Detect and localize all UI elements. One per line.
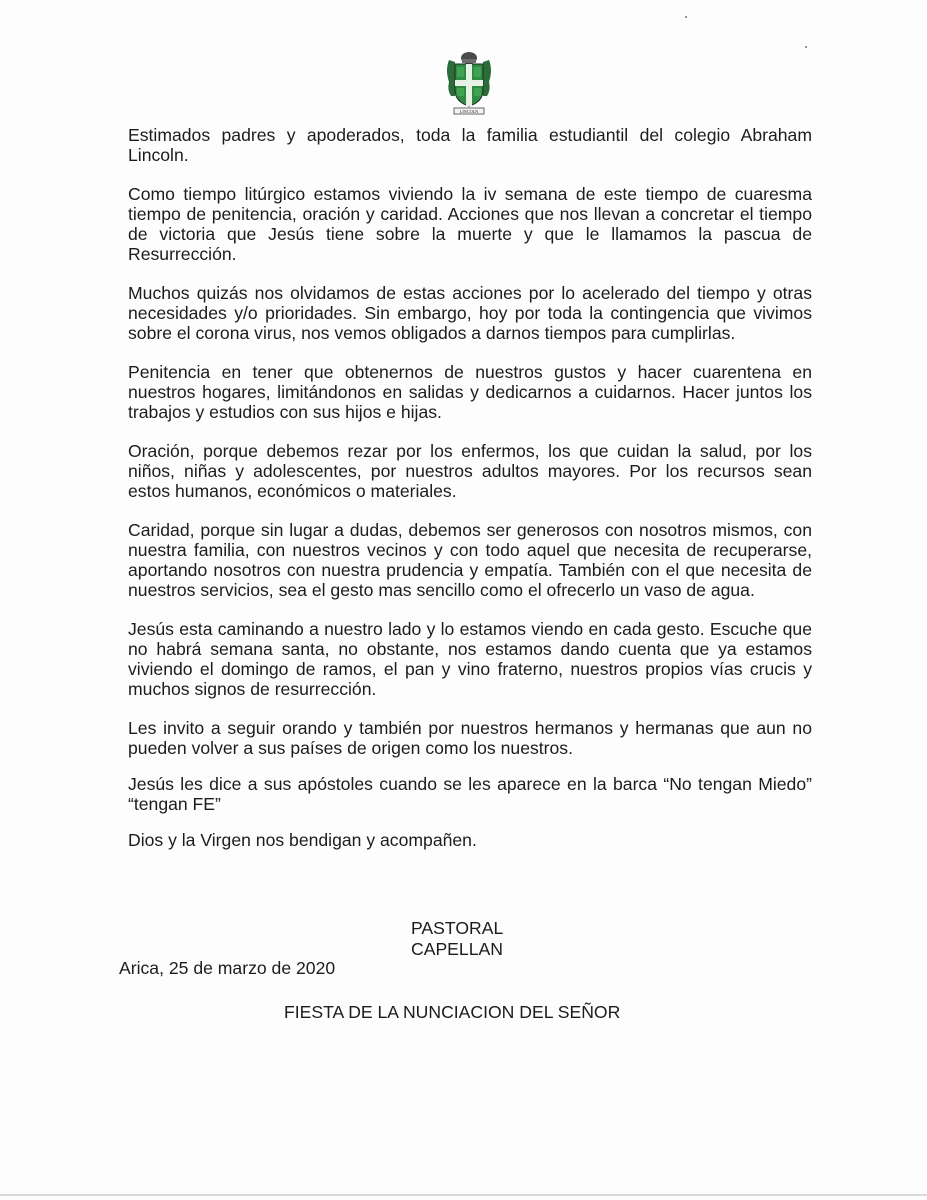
- signature-block: [411, 918, 503, 960]
- paragraph-prayer: Oración, porque debemos rezar por los enfermos, los que cuidan la salud, por los niños, niñas y adolescentes, por nuestros adultos mayores. Por los recursos sean estos humanos, económicos o materiales.: [128, 441, 812, 501]
- signature-line-pastoral: PASTORAL: [411, 918, 504, 938]
- paragraph-greeting: Estimados padres y apoderados, toda la familia estudiantil del colegio Abraham Lincoln.: [128, 125, 812, 165]
- paragraph-penitence: Penitencia en tener que obtenernos de nuestros gustos y hacer cuarentena en nuestros hogares, limitándonos en salidas y dedicarnos a cuidarnos. Hacer juntos los trabajos y estudios con sus hijos e hijas.: [128, 362, 812, 422]
- letter-body: [128, 125, 812, 869]
- paragraph-charity: Caridad, porque sin lugar a dudas, debemos ser generosos con nosotros mismos, con nuestra familia, con nuestros vecinos y con todo aquel que necesita de recuperarse, aportando nosotros con nuestra prudencia y empatía. También con el que necesita de nuestros servicios, sea el gesto mas sencillo como el ofrecerlo un vaso de agua.: [128, 520, 812, 600]
- scan-edge: [0, 1194, 927, 1196]
- scan-speck: [685, 16, 687, 18]
- paragraph-liturgical-time: Como tiempo litúrgico estamos viviendo la iv semana de este tiempo de cuaresma tiempo de penitencia, oración y caridad. Acciones que nos llevan a concretar el tiempo de victoria que Jesús tiene sobre la muerte y que le llamamos la pascua de Resurrección.: [128, 184, 812, 264]
- paragraph-blessing: Dios y la Virgen nos bendigan y acompañen.: [128, 830, 477, 850]
- crest-caption: LINCOLN: [459, 108, 479, 114]
- signature-line-capellan: CAPELLAN: [411, 939, 503, 959]
- paragraph-apostles: Jesús les dice a sus apóstoles cuando se les aparece en la barca “No tengan Miedo” “tengan FE”: [128, 774, 812, 814]
- letter-date: Arica, 25 de marzo de 2020: [119, 958, 336, 978]
- paragraph-jesus-walking: Jesús esta caminando a nuestro lado y lo estamos viendo en cada gesto. Escuche que no habrá semana santa, no obstante, nos estamos dando cuenta que ya estamos viviendo el domingo de ramos, el pan y vino fraterno, nuestros propios vías crucis y muchos signos de resurrección.: [128, 619, 812, 699]
- school-crest-icon: [445, 50, 493, 116]
- feast-title: FIESTA DE LA NUNCIACION DEL SEÑOR: [284, 1002, 621, 1022]
- paragraph-forgetting: Muchos quizás nos olvidamos de estas acciones por lo acelerado del tiempo y otras necesidades y/o prioridades. Sin embargo, hoy por toda la contingencia que vivimos sobre el corona virus, nos vemos obligados a darnos tiempos para cumplirlas.: [128, 283, 812, 343]
- scan-speck: [805, 46, 807, 48]
- paragraph-invitation: Les invito a seguir orando y también por nuestros hermanos y hermanas que aun no pueden volver a sus países de origen como los nuestros.: [128, 718, 812, 758]
